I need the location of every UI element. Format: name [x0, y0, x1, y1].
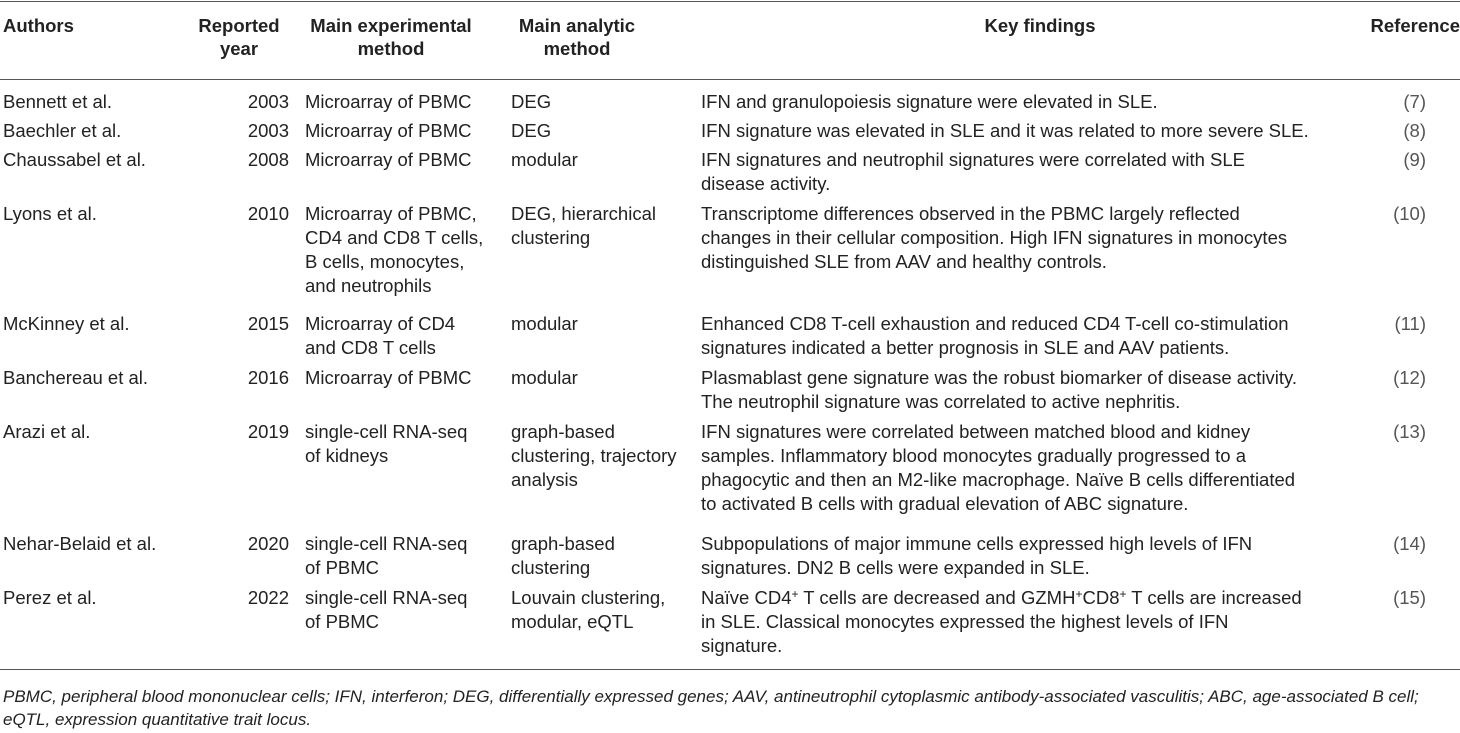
cell-key-findings-line: IFN signatures were correlated between matched blood and kidney	[701, 421, 1251, 442]
cell-key-findings-line: IFN signatures and neutrophil signatures were correlated with SLE	[701, 149, 1245, 170]
cell-experimental-method-line: of PBMC	[305, 611, 380, 632]
cell-experimental-method-line: single-cell RNA-seq	[305, 533, 468, 554]
cell-key-findings-line: Plasmablast gene signature was the robust biomarker of disease activity.	[701, 367, 1298, 388]
cell-key-findings	[701, 202, 1287, 274]
cell-key-findings-line: disease activity.	[701, 173, 831, 194]
header-authors: Authors	[3, 15, 74, 36]
cell-year: 2019	[247, 421, 289, 442]
cell-experimental-method	[305, 420, 467, 468]
cell-experimental-method-line: and CD8 T cells	[305, 337, 436, 358]
cell-year: 2016	[247, 367, 289, 388]
cell-authors: Arazi et al.	[3, 421, 91, 442]
cell-experimental-method-line: Microarray of PBMC	[305, 120, 472, 141]
cell-analytic-method	[511, 532, 615, 580]
cell-key-findings-line: Subpopulations of major immune cells expressed high levels of IFN	[701, 533, 1253, 554]
cell-year: 2003	[247, 120, 289, 141]
cell-key-findings	[701, 119, 1309, 143]
cell-experimental-method	[305, 202, 483, 298]
cell-experimental-method	[305, 148, 472, 172]
cell-key-findings-line: IFN and granulopoiesis signature were elevated in SLE.	[701, 91, 1158, 112]
cell-key-findings	[701, 586, 1302, 658]
cell-analytic-method	[511, 586, 665, 634]
cell-experimental-method-line: CD4 and CD8 T cells,	[305, 227, 484, 248]
cell-analytic-method-line: analysis	[511, 469, 578, 490]
header-reference: Reference	[1370, 15, 1460, 36]
cell-authors: Bennett et al.	[3, 91, 113, 112]
cell-authors: Baechler et al.	[3, 120, 122, 141]
table-header-rule	[0, 79, 1460, 80]
header-analytic-method: Main analytic method	[518, 15, 636, 59]
cell-analytic-method-line: modular	[511, 313, 578, 334]
cell-experimental-method-line: Microarray of PBMC	[305, 91, 472, 112]
cell-authors: Banchereau et al.	[3, 367, 149, 388]
cell-analytic-method-line: DEG	[511, 91, 552, 112]
cell-key-findings	[701, 366, 1297, 414]
cell-experimental-method	[305, 119, 472, 143]
cell-reference: (9)	[1403, 149, 1426, 170]
table-top-rule	[0, 1, 1460, 2]
cell-authors: Chaussabel et al.	[3, 149, 146, 170]
cell-key-findings-line: samples. Inflammatory blood monocytes gradually progressed to a	[701, 445, 1246, 466]
cell-year: 2003	[247, 91, 289, 112]
cell-key-findings-line: Transcriptome differences observed in the PBMC largely reflected	[701, 203, 1240, 224]
cell-key-findings-line: to activated B cells with gradual elevation of ABC signature.	[701, 493, 1189, 514]
cell-authors: Nehar-Belaid et al.	[3, 533, 157, 554]
table-bottom-rule	[0, 669, 1460, 670]
header-key-findings: Key findings	[984, 15, 1096, 36]
cell-analytic-method-line: graph-based	[511, 421, 615, 442]
cell-key-findings-line: Enhanced CD8 T-cell exhaustion and reduced CD4 T-cell co-stimulation	[701, 313, 1289, 334]
cell-authors: Lyons et al.	[3, 203, 97, 224]
cell-key-findings-line: signatures indicated a better prognosis in SLE and AAV patients.	[701, 337, 1230, 358]
cell-year: 2020	[247, 533, 289, 554]
cell-analytic-method-line: clustering	[511, 227, 591, 248]
cell-experimental-method	[305, 366, 472, 390]
cell-reference: (11)	[1394, 313, 1426, 334]
cell-year: 2010	[247, 203, 289, 224]
cell-analytic-method	[511, 202, 656, 250]
cell-experimental-method	[305, 532, 467, 580]
cell-authors: Perez et al.	[3, 587, 97, 608]
cell-analytic-method-line: modular, eQTL	[511, 611, 634, 632]
cell-experimental-method	[305, 586, 467, 634]
cell-experimental-method-line: single-cell RNA-seq	[305, 421, 468, 442]
cell-analytic-method-line: Louvain clustering,	[511, 587, 666, 608]
cell-analytic-method	[511, 312, 578, 336]
table-footnote: PBMC, peripheral blood mononuclear cells; IFN, interferon; DEG, differentially expressed genes; AAV, antineutrophil cytoplasmic antibody-associated vasculitis; ABC, age-associated B cell; eQTL, expression quantitative trait locus.	[3, 687, 1419, 729]
cell-year: 2015	[247, 313, 289, 334]
cell-authors: McKinney et al.	[3, 313, 130, 334]
cell-experimental-method	[305, 312, 455, 360]
cell-analytic-method-line: DEG, hierarchical	[511, 203, 656, 224]
cell-reference: (14)	[1393, 533, 1426, 554]
cell-analytic-method	[511, 148, 578, 172]
cell-key-findings-line: signatures. DN2 B cells were expanded in SLE.	[701, 557, 1090, 578]
cell-analytic-method	[511, 119, 551, 143]
cell-key-findings-line: Naïve CD4+ T cells are decreased and GZMH+CD8+ T cells are increased	[701, 587, 1302, 608]
cell-key-findings-line: signature.	[701, 635, 783, 656]
cell-year: 2008	[247, 149, 289, 170]
cell-reference: (8)	[1403, 120, 1426, 141]
cell-key-findings-line: phagocytic and then an M2-like macrophage. Naïve B cells differentiated	[701, 469, 1296, 490]
cell-reference: (12)	[1393, 367, 1426, 388]
cell-key-findings	[701, 90, 1158, 114]
cell-key-findings-line: distinguished SLE from AAV and healthy controls.	[701, 251, 1107, 272]
cell-reference: (7)	[1403, 91, 1426, 112]
cell-key-findings	[701, 312, 1289, 360]
cell-analytic-method	[511, 366, 578, 390]
cell-experimental-method-line: Microarray of CD4	[305, 313, 456, 334]
header-experimental-method: Main experimental method	[310, 15, 472, 59]
cell-key-findings-line: IFN signature was elevated in SLE and it was related to more severe SLE.	[701, 120, 1309, 141]
cell-reference: (10)	[1393, 203, 1426, 224]
cell-analytic-method-line: modular	[511, 367, 578, 388]
cell-key-findings-line: The neutrophil signature was correlated to active nephritis.	[701, 391, 1181, 412]
cell-experimental-method-line: Microarray of PBMC	[305, 367, 472, 388]
header-reported-year: Reported year	[198, 15, 280, 59]
cell-analytic-method-line: clustering	[511, 557, 591, 578]
cell-year: 2022	[247, 587, 289, 608]
cell-key-findings	[701, 148, 1245, 196]
cell-key-findings	[701, 532, 1252, 580]
cell-reference: (13)	[1393, 421, 1426, 442]
cell-analytic-method-line: clustering, trajectory	[511, 445, 677, 466]
cell-key-findings-line: in SLE. Classical monocytes expressed the highest levels of IFN	[701, 611, 1229, 632]
cell-experimental-method-line: of PBMC	[305, 557, 380, 578]
cell-key-findings	[701, 420, 1295, 516]
cell-experimental-method-line: single-cell RNA-seq	[305, 587, 468, 608]
cell-key-findings-line: changes in their cellular composition. High IFN signatures in monocytes	[701, 227, 1288, 248]
cell-analytic-method-line: modular	[511, 149, 578, 170]
cell-experimental-method-line: Microarray of PBMC	[305, 149, 472, 170]
cell-analytic-method-line: DEG	[511, 120, 552, 141]
cell-experimental-method-line: and neutrophils	[305, 275, 432, 296]
cell-experimental-method	[305, 90, 472, 114]
cell-analytic-method-line: graph-based	[511, 533, 615, 554]
cell-experimental-method-line: of kidneys	[305, 445, 389, 466]
cell-reference: (15)	[1393, 587, 1426, 608]
cell-experimental-method-line: Microarray of PBMC,	[305, 203, 477, 224]
cell-analytic-method	[511, 420, 677, 492]
cell-experimental-method-line: B cells, monocytes,	[305, 251, 465, 272]
cell-analytic-method	[511, 90, 551, 114]
